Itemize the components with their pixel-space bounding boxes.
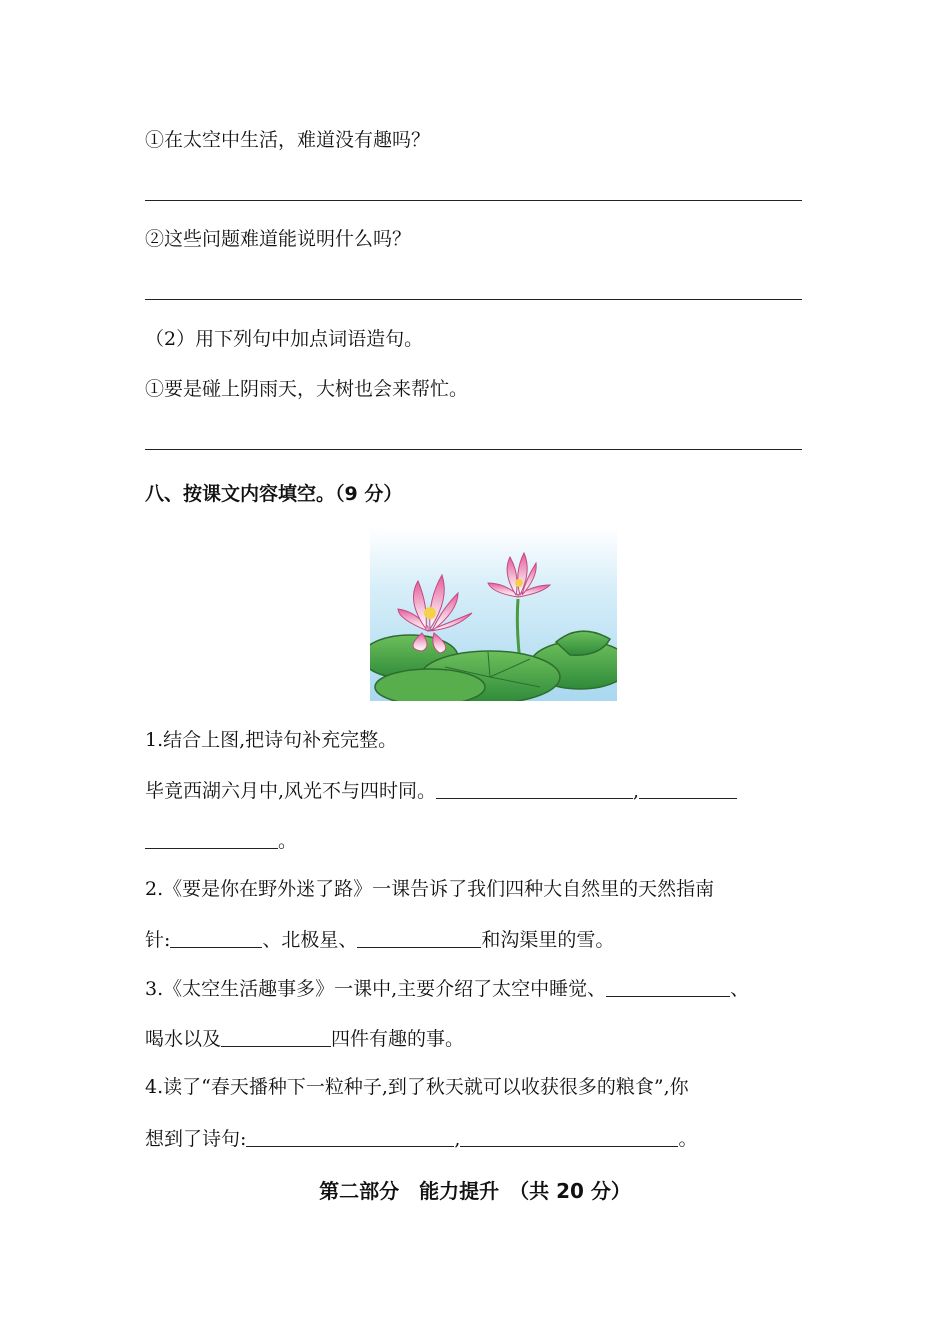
item-2-mid: 、北极星、	[262, 929, 358, 951]
fill-blank-1b[interactable]	[639, 780, 737, 799]
item-1-line	[145, 780, 737, 801]
item-4-line-2	[145, 1128, 697, 1149]
item-2-prefix: 针:	[145, 929, 171, 951]
answer-line-1[interactable]	[145, 200, 802, 201]
fill-blank-1a[interactable]	[436, 780, 633, 799]
item-4-prefix: 想到了诗句:	[145, 1128, 247, 1150]
item-3-comma: 、	[730, 978, 750, 1000]
question-instruction: （2）用下列句中加点词语造句。	[145, 328, 424, 350]
item-3-text: 3.《太空生活趣事多》一课中,主要介绍了太空中睡觉、	[145, 978, 607, 1000]
item-3-end: 四件有趣的事。	[331, 1028, 465, 1050]
item-1-intro: 1.结合上图,把诗句补充完整。	[145, 729, 398, 751]
item-1-end: 。	[278, 830, 298, 852]
item-2-text: 2.《要是你在野外迷了路》一课告诉了我们四种大自然里的天然指南	[145, 878, 715, 900]
section-heading: 八、按课文内容填空。（9 分）	[145, 483, 403, 505]
item-4-comma: ,	[454, 1128, 461, 1150]
item-4-end: 。	[678, 1128, 698, 1150]
fill-blank-4b[interactable]	[460, 1128, 678, 1147]
part-two-title: 第二部分 能力提升 （共 20 分）	[319, 1179, 631, 1203]
question-sentence-3: ①要是碰上阴雨天，大树也会来帮忙。	[145, 378, 469, 400]
lotus-illustration-icon	[370, 527, 617, 701]
fill-blank-3b[interactable]	[221, 1028, 331, 1047]
fill-blank-2a[interactable]	[170, 929, 262, 948]
item-3-line	[145, 978, 749, 999]
item-4-text: 4.读了“春天播种下一粒种子,到了秋天就可以收获很多的粮食”,你	[145, 1076, 689, 1098]
item-3-prefix: 喝水以及	[145, 1028, 222, 1050]
fill-blank-4a[interactable]	[246, 1128, 454, 1147]
item-2-line-2	[145, 929, 614, 950]
question-sentence-2: ②这些问题难道能说明什么吗？	[145, 228, 412, 250]
item-1-text: 毕竟西湖六月中,风光不与四时同。	[145, 780, 437, 802]
item-1-comma: ,	[633, 780, 640, 802]
answer-line-2[interactable]	[145, 299, 802, 300]
item-3-line-2	[145, 1028, 464, 1049]
answer-line-3[interactable]	[145, 449, 802, 450]
fill-blank-1c[interactable]	[145, 830, 278, 849]
fill-blank-3a[interactable]	[606, 978, 730, 997]
item-2-end: 和沟渠里的雪。	[481, 929, 615, 951]
item-1-line-2	[145, 830, 297, 851]
fill-blank-2b[interactable]	[357, 929, 481, 948]
question-sentence-1: ①在太空中生活，难道没有趣吗？	[145, 129, 431, 151]
